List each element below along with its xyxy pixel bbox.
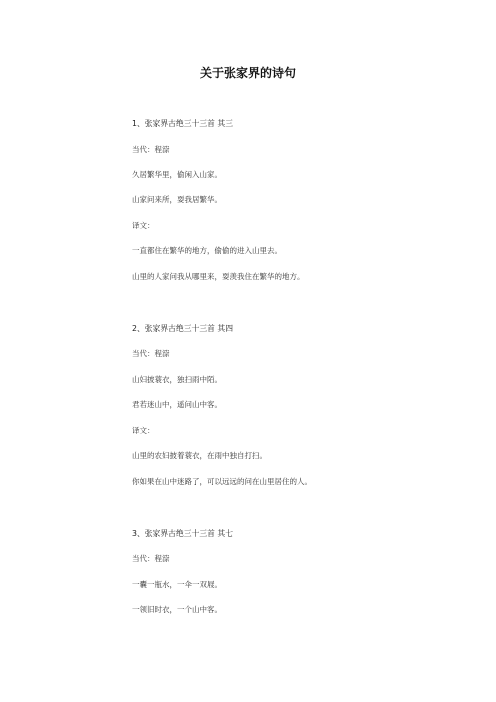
section-1-translation-label: 译文： — [132, 221, 155, 230]
section-3-poem-line-1: 一囊一瓶水，一伞一双屐。 — [132, 580, 222, 589]
section-1-heading: 1、张家界古绝三十三首 其三 — [132, 119, 234, 128]
section-1-translation-line-1: 一直都住在繁华的地方，偷偷的进入山里去。 — [132, 246, 282, 255]
section-2-author: 当代：程漴 — [132, 349, 170, 358]
section-2-translation-line-2: 你如果在山中迷路了，可以远远的问在山里居住的人。 — [132, 477, 312, 486]
section-3-author: 当代：程漴 — [132, 554, 170, 563]
section-3-heading: 3、张家界古绝三十三首 其七 — [132, 529, 234, 538]
section-2-translation-label: 译文： — [132, 426, 155, 435]
section-2-poem-line-1: 山妇披蓑衣，独扫雨中陌。 — [132, 375, 222, 384]
section-2-heading: 2、张家界古绝三十三首 其四 — [132, 324, 234, 333]
document-title: 关于张家界的诗句 — [199, 66, 296, 80]
section-1-author: 当代：程漴 — [132, 145, 170, 154]
section-1-poem-line-2: 山家问来所，耍我居繁华。 — [132, 195, 222, 204]
section-2-poem-line-2: 君若迷山中，遥问山中客。 — [132, 400, 222, 409]
section-1-translation-line-2: 山里的人家问我从哪里来，耍羡我住在繁华的地方。 — [132, 272, 305, 281]
section-2-translation-line-1: 山里的农妇披着蓑衣，在雨中独自打扫。 — [132, 451, 267, 460]
section-1-poem-line-1: 久居繁华里，偷闲入山家。 — [132, 170, 222, 179]
section-3-poem-line-2: 一领旧时衣，一个山中客。 — [132, 605, 222, 614]
